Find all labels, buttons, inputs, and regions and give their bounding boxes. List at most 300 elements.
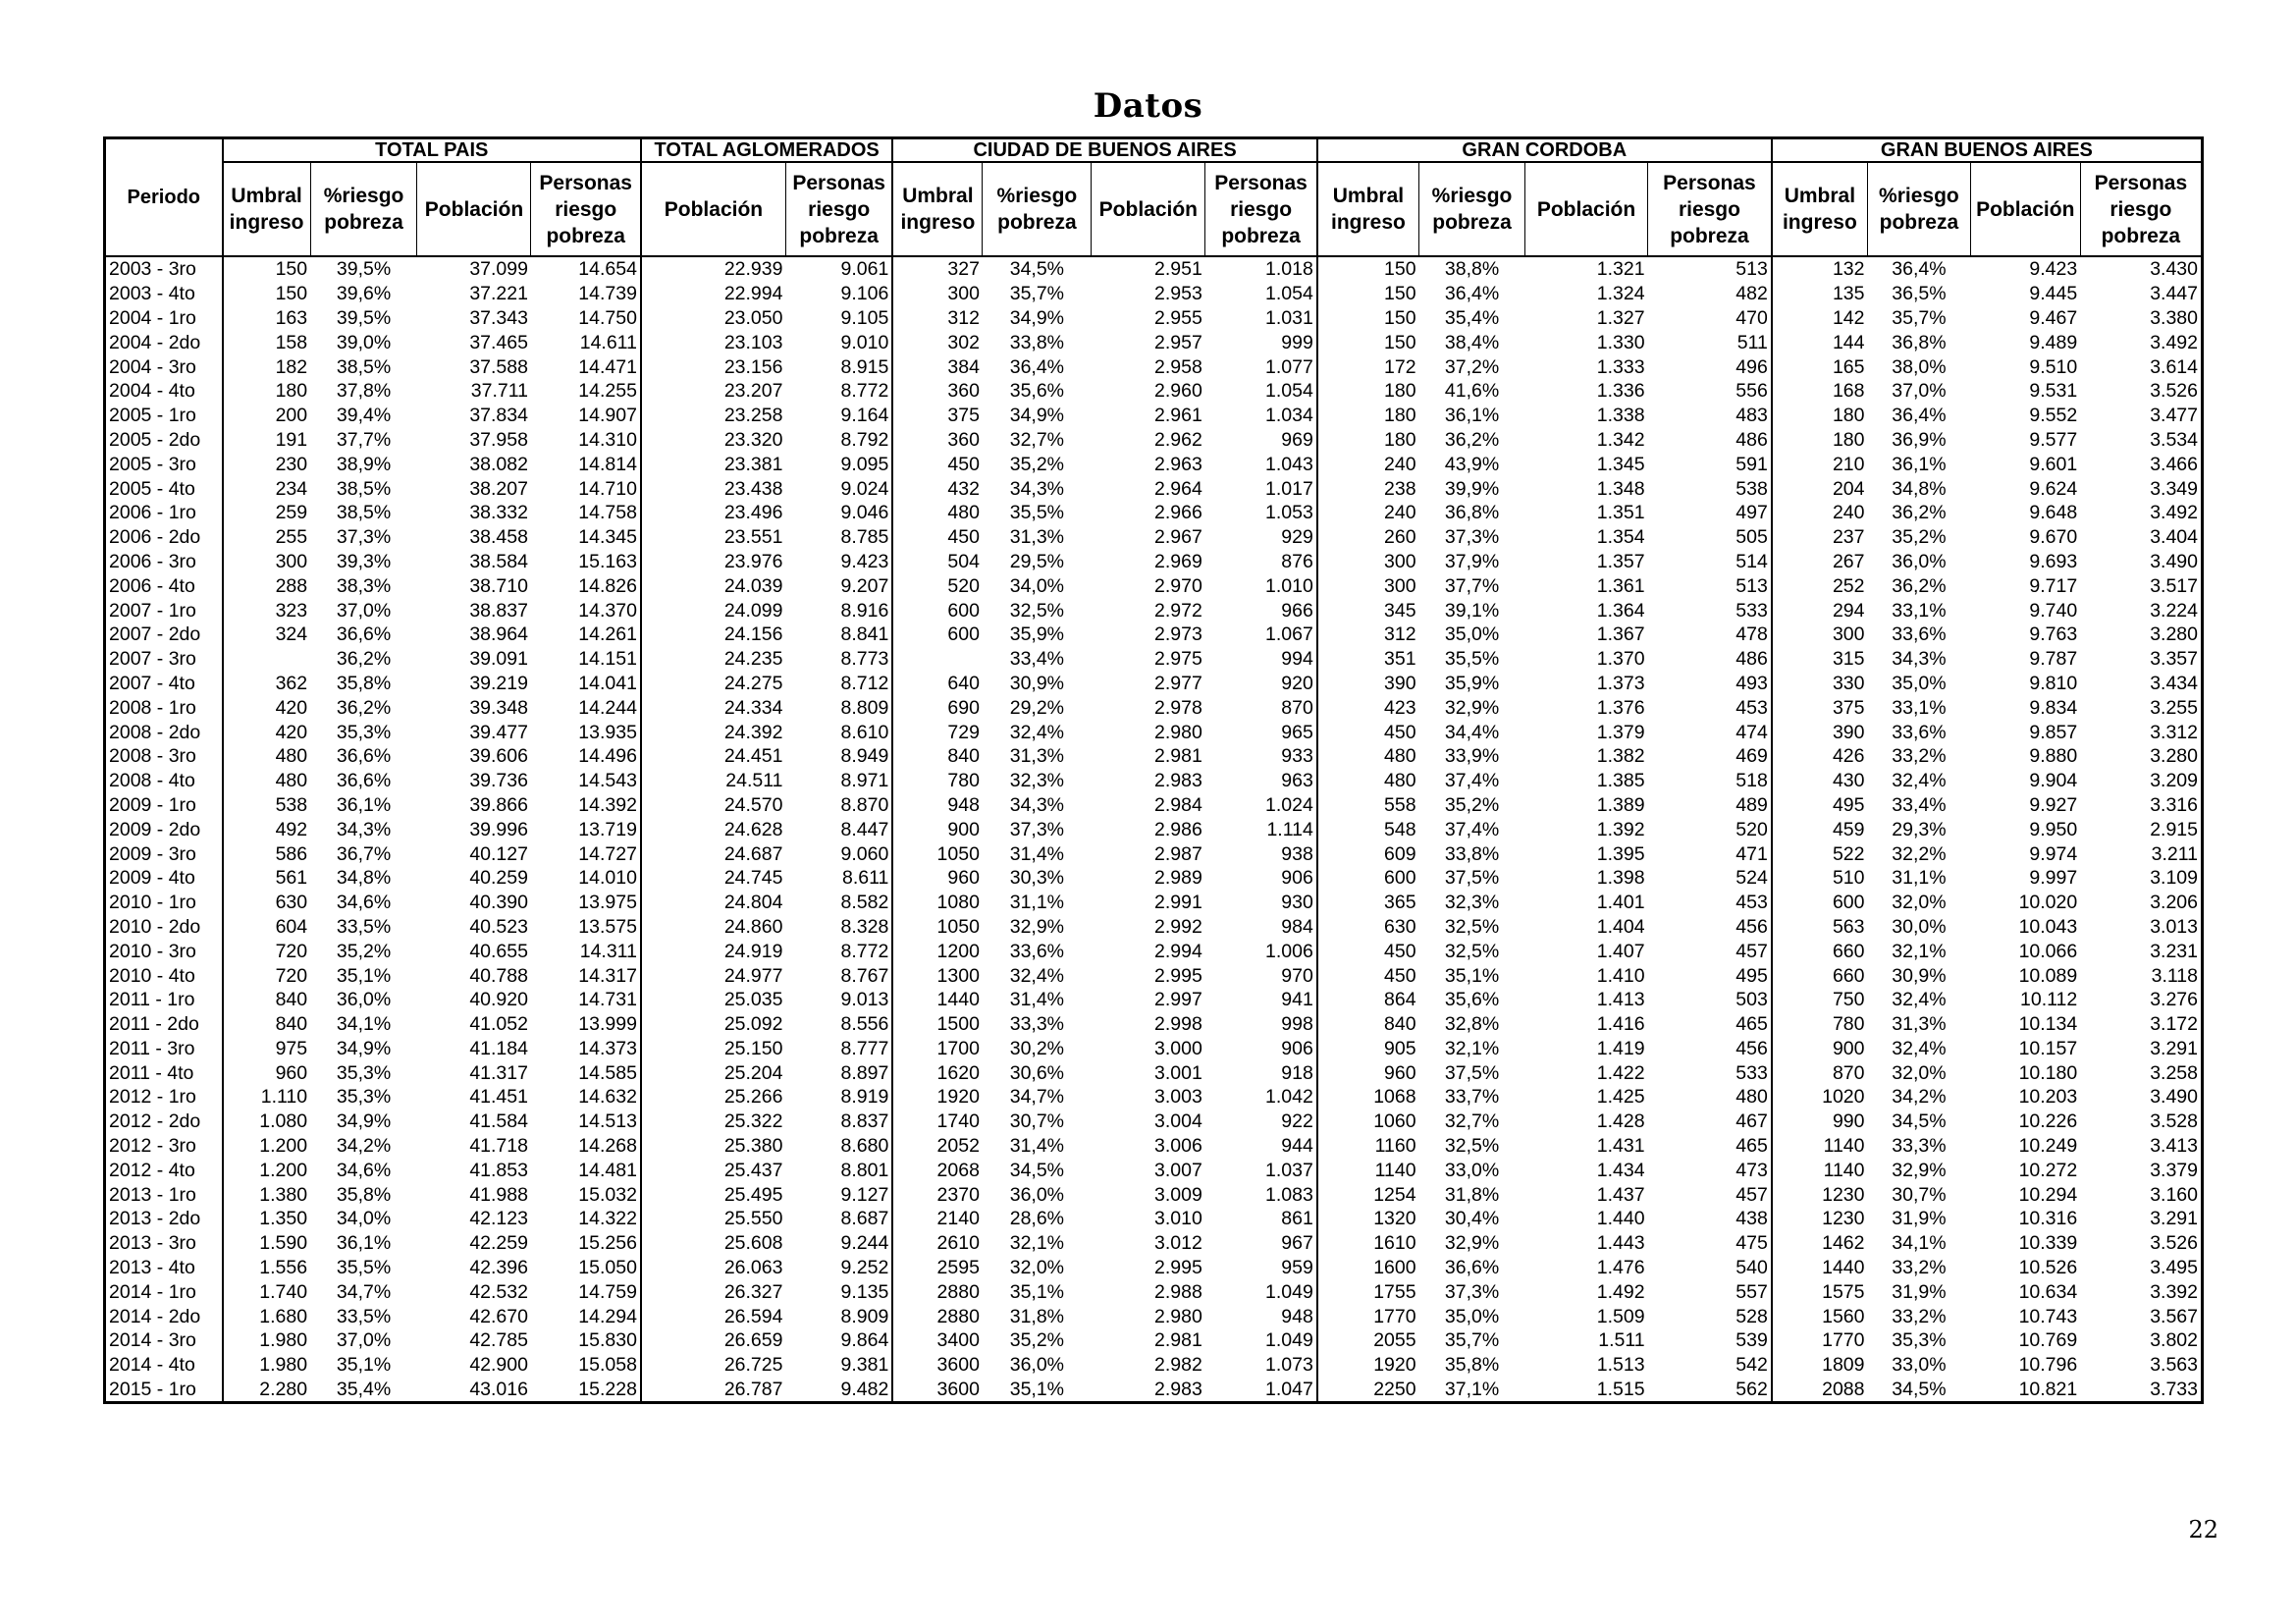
table-cell: 36,8% bbox=[1892, 331, 1947, 353]
table-cell: 3.492 bbox=[2080, 330, 2202, 354]
table-cell: 2610 bbox=[892, 1231, 983, 1256]
table-cell: 40.259 bbox=[469, 867, 528, 890]
table-cell: 1.345 bbox=[1596, 453, 1645, 475]
table-cell: 8.582 bbox=[840, 892, 889, 914]
table-cell: 32,4% bbox=[1009, 721, 1065, 743]
table-cell: 24.628 bbox=[641, 817, 786, 841]
table-cell: 556 bbox=[1735, 380, 1768, 403]
table-cell: 32,0% bbox=[1009, 1257, 1065, 1279]
period-cell: 2004 - 3ro bbox=[105, 354, 223, 379]
table-cell: 1.042 bbox=[1265, 1086, 1313, 1109]
table-cell: 8.680 bbox=[840, 1135, 889, 1158]
table-row bbox=[105, 525, 2203, 550]
table-cell: 1920 bbox=[1317, 1353, 1419, 1378]
table-cell: 33,6% bbox=[1892, 623, 1947, 646]
table-cell: 482 bbox=[1735, 283, 1768, 305]
table-cell: 510 bbox=[1772, 866, 1868, 891]
table-cell: 42.785 bbox=[469, 1329, 528, 1352]
table-cell: 1254 bbox=[1317, 1182, 1419, 1207]
table-cell: 520 bbox=[892, 573, 983, 598]
table-row bbox=[105, 573, 2203, 598]
table-cell: 23.050 bbox=[641, 306, 786, 331]
table-cell: 35,6% bbox=[1444, 989, 1500, 1011]
table-cell: 3.276 bbox=[2080, 988, 2202, 1012]
table-cell: 8.792 bbox=[840, 428, 889, 451]
table-cell: 38,5% bbox=[336, 477, 392, 500]
table-cell: 496 bbox=[1735, 355, 1768, 378]
table-cell: 1320 bbox=[1317, 1207, 1419, 1231]
table-cell: 25.380 bbox=[641, 1134, 786, 1159]
table-cell: 39.219 bbox=[469, 672, 528, 694]
table-cell: 1.338 bbox=[1596, 405, 1645, 427]
table-cell: 1.404 bbox=[1596, 915, 1645, 938]
table-cell: 2.957 bbox=[1154, 331, 1202, 353]
table-cell: 9.095 bbox=[840, 453, 889, 475]
table-cell: 2.986 bbox=[1154, 818, 1202, 840]
table-cell: 2.951 bbox=[1154, 258, 1202, 281]
table-cell: 35,4% bbox=[310, 1378, 417, 1403]
table-cell: 37,1% bbox=[1419, 1378, 1525, 1403]
table-cell: 31,4% bbox=[1009, 842, 1065, 865]
table-cell: 1.330 bbox=[1596, 331, 1645, 353]
table-cell: 3.001 bbox=[1154, 1061, 1202, 1084]
table-cell: 2052 bbox=[892, 1134, 983, 1159]
col-header-poblacion: Población bbox=[1524, 162, 1647, 256]
table-cell: 453 bbox=[1735, 892, 1768, 914]
table-cell: 33,5% bbox=[336, 915, 392, 938]
table-cell: 39.736 bbox=[469, 770, 528, 792]
table-cell: 9.467 bbox=[2029, 306, 2078, 329]
table-cell: 1.361 bbox=[1596, 574, 1645, 597]
table-row bbox=[105, 1207, 2203, 1231]
table-cell: 840 bbox=[1317, 1012, 1419, 1037]
table-cell: 38.710 bbox=[469, 574, 528, 597]
table-cell: 210 bbox=[1772, 452, 1868, 476]
table-cell: 2.989 bbox=[1154, 867, 1202, 890]
table-cell: 960 bbox=[1317, 1060, 1419, 1085]
table-cell: 33,6% bbox=[1009, 940, 1065, 962]
table-cell: 315 bbox=[1772, 647, 1868, 672]
table-cell: 37,4% bbox=[1444, 770, 1500, 792]
table-cell: 36,2% bbox=[336, 648, 392, 671]
table-cell: 562 bbox=[1648, 1378, 1772, 1403]
table-cell: 33,0% bbox=[1444, 1159, 1500, 1181]
table-row bbox=[105, 256, 2203, 282]
group-header-total-pais: TOTAL PAIS bbox=[223, 138, 641, 163]
table-cell: 2.997 bbox=[1154, 989, 1202, 1011]
table-cell: 31,4% bbox=[1009, 1135, 1065, 1158]
table-cell: 24.687 bbox=[641, 841, 786, 866]
table-cell: 3.614 bbox=[2080, 354, 2202, 379]
table-cell: 23.381 bbox=[641, 452, 786, 476]
table-cell: 474 bbox=[1735, 721, 1768, 743]
table-cell: 539 bbox=[1735, 1329, 1768, 1352]
table-cell: 1.389 bbox=[1596, 793, 1645, 816]
table-cell: 38,5% bbox=[336, 355, 392, 378]
period-cell: 2008 - 1ro bbox=[105, 695, 223, 720]
table-cell: 8.949 bbox=[840, 745, 889, 768]
table-cell: 35,3% bbox=[336, 1086, 392, 1109]
table-cell: 486 bbox=[1735, 428, 1768, 451]
table-cell: 300 bbox=[1317, 550, 1419, 574]
table-cell: 33,2% bbox=[1892, 1257, 1947, 1279]
period-cell: 2014 - 4to bbox=[105, 1353, 223, 1378]
table-cell: 29,3% bbox=[1892, 818, 1947, 840]
column-header-row bbox=[105, 162, 2203, 256]
table-row bbox=[105, 598, 2203, 623]
table-cell: 8.801 bbox=[840, 1159, 889, 1181]
table-cell: 36,2% bbox=[1892, 502, 1947, 524]
table-cell: 2.963 bbox=[1154, 453, 1202, 475]
table-cell: 36,2% bbox=[1892, 574, 1947, 597]
table-cell: 1600 bbox=[1317, 1256, 1419, 1280]
table-cell: 24.334 bbox=[641, 695, 786, 720]
table-cell: 2.969 bbox=[1154, 550, 1202, 572]
table-cell: 38,4% bbox=[1444, 331, 1500, 353]
table-cell: 3.280 bbox=[2080, 744, 2202, 769]
table-cell: 3600 bbox=[892, 1378, 983, 1403]
table-cell: 14.543 bbox=[578, 770, 637, 792]
table-cell: 38.332 bbox=[469, 502, 528, 524]
table-cell: 3.004 bbox=[1154, 1110, 1202, 1133]
table-cell: 3.291 bbox=[2080, 1207, 2202, 1231]
table-cell: 941 bbox=[1281, 989, 1313, 1011]
table-cell: 14.392 bbox=[578, 793, 637, 816]
table-cell: 906 bbox=[1281, 1037, 1313, 1059]
table-cell: 660 bbox=[1772, 963, 1868, 988]
table-cell: 390 bbox=[1317, 672, 1419, 696]
table-row bbox=[105, 939, 2203, 963]
table-cell: 720 bbox=[223, 963, 311, 988]
table-cell: 430 bbox=[1772, 769, 1868, 793]
table-cell: 1.422 bbox=[1596, 1061, 1645, 1084]
table-cell: 3.013 bbox=[2080, 915, 2202, 940]
table-cell: 929 bbox=[1281, 526, 1313, 549]
table-cell: 3.160 bbox=[2080, 1182, 2202, 1207]
table-cell: 469 bbox=[1735, 745, 1768, 768]
table-cell: 30,7% bbox=[1892, 1183, 1947, 1206]
table-cell: 457 bbox=[1735, 1183, 1768, 1206]
table-cell: 2.964 bbox=[1154, 477, 1202, 500]
col-header-poblacion: Población bbox=[1970, 162, 2080, 256]
table-cell: 3.495 bbox=[2080, 1256, 2202, 1280]
table-cell: 14.758 bbox=[578, 502, 637, 524]
period-cell: 2008 - 4to bbox=[105, 769, 223, 793]
table-cell: 1.364 bbox=[1596, 599, 1645, 622]
table-cell: 40.920 bbox=[469, 989, 528, 1011]
period-cell: 2006 - 3ro bbox=[105, 550, 223, 574]
table-cell: 3.733 bbox=[2080, 1378, 2202, 1403]
table-cell: 1.054 bbox=[1265, 380, 1313, 403]
table-cell: 1500 bbox=[892, 1012, 983, 1037]
table-cell: 31,8% bbox=[1444, 1183, 1500, 1206]
table-cell: 37.465 bbox=[469, 331, 528, 353]
table-cell: 132 bbox=[1772, 256, 1868, 282]
table-cell: 9.670 bbox=[2029, 526, 2078, 549]
table-cell: 260 bbox=[1317, 525, 1419, 550]
table-cell: 2.962 bbox=[1154, 428, 1202, 451]
table-cell: 558 bbox=[1317, 793, 1419, 818]
col-header-poblacion: Población bbox=[1092, 162, 1205, 256]
table-cell: 3.492 bbox=[2080, 501, 2202, 525]
table-cell: 9.105 bbox=[840, 306, 889, 329]
table-cell: 37.588 bbox=[469, 355, 528, 378]
period-cell: 2004 - 2do bbox=[105, 330, 223, 354]
col-header-riesgo: %riesgo pobreza bbox=[1419, 162, 1525, 256]
table-cell: 36,0% bbox=[1009, 1183, 1065, 1206]
table-row bbox=[105, 1110, 2203, 1134]
table-cell: 1740 bbox=[892, 1110, 983, 1134]
table-cell: 39,5% bbox=[336, 258, 392, 281]
table-cell: 3.010 bbox=[1154, 1208, 1202, 1230]
table-cell: 36,0% bbox=[336, 989, 392, 1011]
period-cell: 2004 - 1ro bbox=[105, 306, 223, 331]
table-cell: 3.349 bbox=[2080, 476, 2202, 501]
table-cell: 37,3% bbox=[1444, 526, 1500, 549]
table-cell: 8.687 bbox=[840, 1208, 889, 1230]
table-cell: 24.235 bbox=[641, 647, 786, 672]
table-cell: 37.099 bbox=[469, 258, 528, 281]
table-cell: 2068 bbox=[892, 1158, 983, 1182]
table-cell: 3400 bbox=[892, 1328, 983, 1353]
table-cell: 1020 bbox=[1772, 1085, 1868, 1110]
table-cell: 1.398 bbox=[1596, 867, 1645, 890]
table-cell: 8.971 bbox=[840, 770, 889, 792]
table-cell: 3.490 bbox=[2080, 1085, 2202, 1110]
table-cell: 40.655 bbox=[469, 940, 528, 962]
table-cell: 9.207 bbox=[840, 574, 889, 597]
table-cell: 2.970 bbox=[1154, 574, 1202, 597]
table-row bbox=[105, 647, 2203, 672]
table-cell: 967 bbox=[1281, 1232, 1313, 1255]
table-cell: 780 bbox=[1772, 1012, 1868, 1037]
table-cell: 2370 bbox=[892, 1182, 983, 1207]
table-cell: 1140 bbox=[1772, 1158, 1868, 1182]
table-cell: 540 bbox=[1735, 1257, 1768, 1279]
table-cell: 450 bbox=[1317, 939, 1419, 963]
col-header-personas: Personas riesgo pobreza bbox=[2080, 162, 2202, 256]
table-cell: 483 bbox=[1735, 405, 1768, 427]
table-cell: 1.017 bbox=[1265, 477, 1313, 500]
table-cell: 1.401 bbox=[1596, 892, 1645, 914]
table-cell: 8.809 bbox=[840, 696, 889, 719]
table-cell: 1.492 bbox=[1596, 1280, 1645, 1303]
table-cell: 1.513 bbox=[1596, 1354, 1645, 1377]
table-cell: 3.003 bbox=[1154, 1086, 1202, 1109]
table-cell: 8.909 bbox=[840, 1305, 889, 1327]
table-cell: 10.316 bbox=[2018, 1208, 2078, 1230]
table-cell: 3.258 bbox=[2080, 1060, 2202, 1085]
table-cell: 1.367 bbox=[1596, 623, 1645, 646]
table-cell: 26.659 bbox=[641, 1328, 786, 1353]
table-cell: 37,8% bbox=[336, 380, 392, 403]
table-cell: 9.950 bbox=[2029, 818, 2078, 840]
table-cell: 984 bbox=[1281, 915, 1313, 938]
table-cell: 22.994 bbox=[641, 282, 786, 306]
table-cell: 36,5% bbox=[1892, 283, 1947, 305]
table-cell: 14.759 bbox=[578, 1280, 637, 1303]
table-cell: 3.477 bbox=[2080, 404, 2202, 428]
table-cell: 467 bbox=[1735, 1110, 1768, 1133]
period-cell: 2005 - 3ro bbox=[105, 452, 223, 476]
table-row bbox=[105, 1231, 2203, 1256]
table-cell: 41.317 bbox=[469, 1061, 528, 1084]
table-cell: 1.043 bbox=[1265, 453, 1313, 475]
table-cell: 3.490 bbox=[2080, 550, 2202, 574]
table-row bbox=[105, 891, 2203, 915]
table-cell: 3.534 bbox=[2080, 428, 2202, 453]
period-cell: 2013 - 2do bbox=[105, 1207, 223, 1231]
table-cell: 38.964 bbox=[469, 623, 528, 646]
table-cell: 450 bbox=[892, 452, 983, 476]
col-header-personas: Personas riesgo pobreza bbox=[1648, 162, 1772, 256]
table-row bbox=[105, 1012, 2203, 1037]
table-cell: 32,4% bbox=[1892, 989, 1947, 1011]
table-cell: 32,8% bbox=[1444, 1013, 1500, 1036]
table-cell: 9.024 bbox=[840, 477, 889, 500]
table-cell: 478 bbox=[1735, 623, 1768, 646]
table-cell: 1620 bbox=[892, 1060, 983, 1085]
table-cell: 24.977 bbox=[641, 963, 786, 988]
table-cell: 8.712 bbox=[840, 672, 889, 694]
table-cell: 40.788 bbox=[469, 964, 528, 987]
table-cell: 9.787 bbox=[2029, 648, 2078, 671]
table-cell: 604 bbox=[223, 915, 311, 940]
table-cell: 8.610 bbox=[840, 721, 889, 743]
table-cell: 36,6% bbox=[336, 745, 392, 768]
table-cell: 9.482 bbox=[785, 1378, 892, 1403]
table-cell: 426 bbox=[1772, 744, 1868, 769]
table-cell: 37,4% bbox=[1444, 818, 1500, 840]
table-cell: 32,2% bbox=[1892, 842, 1947, 865]
table-cell: 8.915 bbox=[840, 355, 889, 378]
table-cell: 40.523 bbox=[469, 915, 528, 938]
table-cell: 2.992 bbox=[1154, 915, 1202, 938]
table-cell: 14.322 bbox=[578, 1208, 637, 1230]
table-cell: 32,0% bbox=[1892, 892, 1947, 914]
table-cell: 14.294 bbox=[578, 1305, 637, 1327]
table-cell: 150 bbox=[1317, 330, 1419, 354]
table-cell: 238 bbox=[1317, 476, 1419, 501]
table-cell: 14.710 bbox=[578, 477, 637, 500]
table-cell: 33,9% bbox=[1444, 745, 1500, 768]
table-cell: 2.967 bbox=[1154, 526, 1202, 549]
table-cell: 24.451 bbox=[641, 744, 786, 769]
table-cell: 2.994 bbox=[1154, 940, 1202, 962]
table-cell: 24.860 bbox=[641, 915, 786, 940]
table-cell: 240 bbox=[1317, 501, 1419, 525]
table-cell: 14.244 bbox=[578, 696, 637, 719]
table-cell: 14.151 bbox=[578, 648, 637, 671]
table-cell: 720 bbox=[223, 939, 311, 963]
period-cell: 2003 - 3ro bbox=[105, 256, 223, 282]
table-cell: 41.718 bbox=[469, 1135, 528, 1158]
table-cell: 906 bbox=[1281, 867, 1313, 890]
table-cell: 3.012 bbox=[1154, 1232, 1202, 1255]
table-row bbox=[105, 476, 2203, 501]
table-cell: 1160 bbox=[1317, 1134, 1419, 1159]
table-cell: 3.517 bbox=[2080, 573, 2202, 598]
period-cell: 2007 - 1ro bbox=[105, 598, 223, 623]
table-cell: 497 bbox=[1735, 502, 1768, 524]
table-cell: 39,5% bbox=[336, 306, 392, 329]
table-cell: 8.841 bbox=[840, 623, 889, 646]
table-cell: 33,1% bbox=[1892, 696, 1947, 719]
table-cell: 33,8% bbox=[1444, 842, 1500, 865]
table-cell: 35,8% bbox=[336, 672, 392, 694]
col-header-umbral: Umbral ingreso bbox=[892, 162, 983, 256]
table-cell: 471 bbox=[1735, 842, 1768, 865]
table-cell: 3.109 bbox=[2080, 866, 2202, 891]
table-cell bbox=[892, 647, 983, 672]
table-cell: 375 bbox=[1772, 695, 1868, 720]
table-cell: 8.772 bbox=[840, 380, 889, 403]
table-cell: 180 bbox=[1772, 404, 1868, 428]
table-cell: 43,9% bbox=[1444, 453, 1500, 475]
table-cell: 35,8% bbox=[336, 1183, 392, 1206]
table-cell: 35,8% bbox=[1444, 1354, 1500, 1377]
table-cell: 384 bbox=[892, 354, 983, 379]
table-cell: 1.740 bbox=[223, 1279, 311, 1304]
table-cell: 35,5% bbox=[1444, 648, 1500, 671]
table-cell: 1.067 bbox=[1265, 623, 1313, 646]
table-cell: 1.357 bbox=[1596, 550, 1645, 572]
table-cell: 41.988 bbox=[469, 1183, 528, 1206]
table-cell: 34,9% bbox=[336, 1110, 392, 1133]
table-cell: 1770 bbox=[1772, 1328, 1868, 1353]
table-cell: 38,3% bbox=[336, 574, 392, 597]
table-cell: 9.252 bbox=[840, 1257, 889, 1279]
table-cell: 3.447 bbox=[2080, 282, 2202, 306]
table-cell: 37,7% bbox=[1444, 574, 1500, 597]
table-row bbox=[105, 1328, 2203, 1353]
table-cell: 489 bbox=[1735, 793, 1768, 816]
table-cell: 930 bbox=[1281, 892, 1313, 914]
table-cell: 37,9% bbox=[1444, 550, 1500, 572]
table-row bbox=[105, 623, 2203, 647]
table-cell: 2.995 bbox=[1154, 964, 1202, 987]
table-cell: 3.526 bbox=[2080, 1231, 2202, 1256]
table-cell: 1.407 bbox=[1596, 940, 1645, 962]
table-cell: 23.551 bbox=[641, 525, 786, 550]
table-cell: 9.997 bbox=[2029, 867, 2078, 890]
table-cell: 42.396 bbox=[469, 1257, 528, 1279]
table-cell: 3.526 bbox=[2080, 379, 2202, 404]
table-cell: 8.777 bbox=[840, 1037, 889, 1059]
table-cell: 150 bbox=[223, 282, 311, 306]
table-cell: 14.010 bbox=[578, 867, 637, 890]
table-cell: 3.211 bbox=[2080, 841, 2202, 866]
table-cell: 39,1% bbox=[1444, 599, 1500, 622]
period-cell: 2008 - 3ro bbox=[105, 744, 223, 769]
table-cell: 32,9% bbox=[1444, 696, 1500, 719]
table-cell: 23.320 bbox=[641, 428, 786, 453]
table-cell: 150 bbox=[1317, 256, 1419, 282]
table-cell: 1440 bbox=[1772, 1256, 1868, 1280]
table-cell: 561 bbox=[223, 866, 311, 891]
table-cell: 14.654 bbox=[578, 258, 637, 281]
table-cell: 3.392 bbox=[2080, 1279, 2202, 1304]
table-cell: 999 bbox=[1281, 331, 1313, 353]
table-cell: 330 bbox=[1772, 672, 1868, 696]
period-cell: 2011 - 2do bbox=[105, 1012, 223, 1037]
table-cell: 38.458 bbox=[469, 526, 528, 549]
table-cell: 10.180 bbox=[2018, 1061, 2078, 1084]
table-cell: 9.717 bbox=[2029, 574, 2078, 597]
table-cell: 14.632 bbox=[578, 1086, 637, 1109]
table-cell: 660 bbox=[1772, 939, 1868, 963]
table-cell: 2880 bbox=[892, 1279, 983, 1304]
